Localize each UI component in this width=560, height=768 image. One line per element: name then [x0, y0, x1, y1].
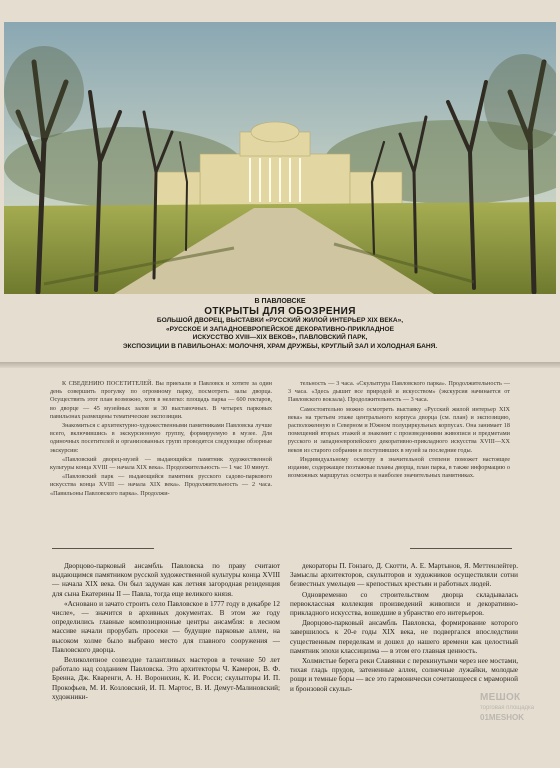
notice-paragraph: Индивидуальному осмотру в значительной степени поможет настоящее издание, содержащее поэтажные планы дворца, план парка, в также информацию о возможных маршрутах осмотра и наиболее значительных памятниках.	[288, 455, 510, 480]
palace-park-photo	[4, 22, 556, 294]
article-paragraph: «Асновано и зачато строить село Павловское в 1777 году в декабре 12 числе», — значится в архивных документах. В этом же году определились главные композиционные центры ансамбля: в лесном массиве начали прорубать просеки — будущие парковые аллеи, на высоком холме было выбрано место для главного сооружения — Павловского дворца.	[52, 599, 280, 654]
article-paragraph: декораторы П. Гонзаго, Д. Скотти, А. Е. Мартынов, Я. Меттенлейтер. Замыслы архитекторов, скульпторов и художников осуществляли сотни безвестных умельцев — крепостных крестьян и работных людей.	[290, 562, 518, 589]
notice-paragraph: тельность — 3 часа. «Скульптура Павловского парка». Продолжительность — 3 часа. «Здесь дышит все природой и искусством» (экскурсия начинается от Павловского вокзала). Продолжительность — 3 часа.	[288, 380, 510, 404]
notice-paragraph: «Павловский дворец-музей — выдающийся памятник художественной культуры конца XVIII — начала XIX века». Продолжительность — 1 час 10 минут.	[50, 455, 272, 472]
notice-column-left	[50, 380, 272, 499]
subtitle-line-3: ИСКУССТВО XVIII—XIX ВЕКОВ», ПАВЛОВСКИЙ ПАРК,	[192, 334, 368, 342]
section-divider-right	[410, 548, 512, 549]
title-block	[0, 296, 560, 358]
article-paragraph: Одновременно со строительством дворца складывалась первоклассная коллекция произведений живописи и декоративно-прикладного искусства, вошедшие в убранство его интерьеров.	[290, 590, 518, 618]
article-paragraph: Дворцово-парковый ансамбль Павловска, формирование которого завершилось к 20-е годы XIX века, не подвергался впоследствии существенным переделкам и дошел до нашего времени как целостный памятник эпохи классицизма — в этом его главная ценность.	[290, 619, 518, 655]
article-column-left	[52, 562, 280, 703]
notice-paragraph: Самостоятельно можно осмотреть выставку «Русский жилой интерьер XIX века» на третьем этаже центрального корпуса дворца (см. план) и экспозицию, расположенную в Северном и Южном полуциркульных корпусах. Она занимает 18 помещений вторых этажей и знакомит с произведениями живописи и предметами русского и западноевропейского декоративно-прикладного искусства XVIII—XX веков из старого собрания и поступивших в музей за последние годы.	[288, 405, 510, 454]
article-paragraph: Дворцово-парковый ансамбль Павловска по праву считают выдающимся памятником русской художественной культуры конца XVIII — начала XIX века. Он был задуман как летняя загородная резиденция для сына Екатерины II — Павла, тогда еще великого князя.	[52, 562, 280, 598]
subtitle-line-2: «РУССКОЕ И ЗАПАДНОЕВРОПЕЙСКОЕ ДЕКОРАТИВНО-ПРИКЛАДНОЕ	[166, 325, 394, 333]
subtitle-line-4: ЭКСПОЗИЦИИ В ПАВИЛЬОНАХ: МОЛОЧНЯ, ХРАМ ДРУЖБЫ, КРУГЛЫЙ ЗАЛ И ХОЛОДНАЯ БАНЯ.	[122, 342, 438, 350]
notice-paragraph: К СВЕДЕНИЮ ПОСЕТИТЕЛЕЙ. Вы приехали в Павловск и хотите за один день совершить прогулку по огромному парку, посмотреть залы дворца. Осуществить этот план возможно, хотя в нелегко: площадь парка — 600 гектаров, во дворце — 45 музейных залов и 30 выставочных. В четырех парковых павильонах размещены тематические экспозиции.	[50, 380, 272, 420]
page-fold	[0, 362, 560, 368]
subtitle-line-1: БОЛЬШОЙ ДВОРЕЦ, ВЫСТАВКИ «РУССКИЙ ЖИЛОЙ ИНТЕРЬЕР XIX ВЕКА»,	[156, 317, 404, 324]
notice-paragraph: Знакомиться с архитектурно-художественными памятниками Павловска лучше всего, включившись в экскурсионную группу, формируемую в музее. Для одиночных посетителей и организованных групп проводятся следующие обзорные экскурсии:	[50, 422, 272, 454]
watermark-subtitle: торговая площадка	[480, 705, 535, 711]
palace-park-illustration	[4, 22, 556, 294]
notice-paragraph: «Павловский парк — выдающийся памятник русского садово-паркового искусства конца XVIII — начала XIX века». Продолжительность — 2 часа. «Павильоны Павловского парка». Продолжи-	[50, 473, 272, 497]
watermark-logo: МЕШОК	[480, 692, 521, 703]
notice-column-right	[288, 380, 510, 481]
kicker: В ПАВЛОВСКЕ	[254, 298, 306, 305]
section-divider-left	[52, 548, 154, 549]
article-paragraph: Великолепное созвездие талантливых мастеров в течение 50 лет работало над созданием Павловска. Это архитекторы Ч. Камерон, В. Ф. Бренна, Дж. Кваренги, А. Н. Воронихин, К. И. Росси; скульпторы И. П. Прокофьев, М. И. Козловский, И. П. Мартос, В. И. Демут-Малиновский; художники-	[52, 656, 280, 701]
article-paragraph: Холмистые берега реки Славянки с перекинутыми через нее мостами, тихая гладь прудов, затененные аллеи, солнечные лужайки, молодые рощи и темные боры — все это гармонически сочетающееся с мраморной и бронзовой скульп-	[290, 657, 518, 693]
marketplace-watermark	[480, 686, 554, 756]
article-column-right	[290, 562, 518, 695]
watermark-site: 01MESHOK	[480, 713, 525, 722]
page-title: ОТКРЫТЫ ДЛЯ ОБОЗРЕНИЯ	[204, 306, 356, 317]
